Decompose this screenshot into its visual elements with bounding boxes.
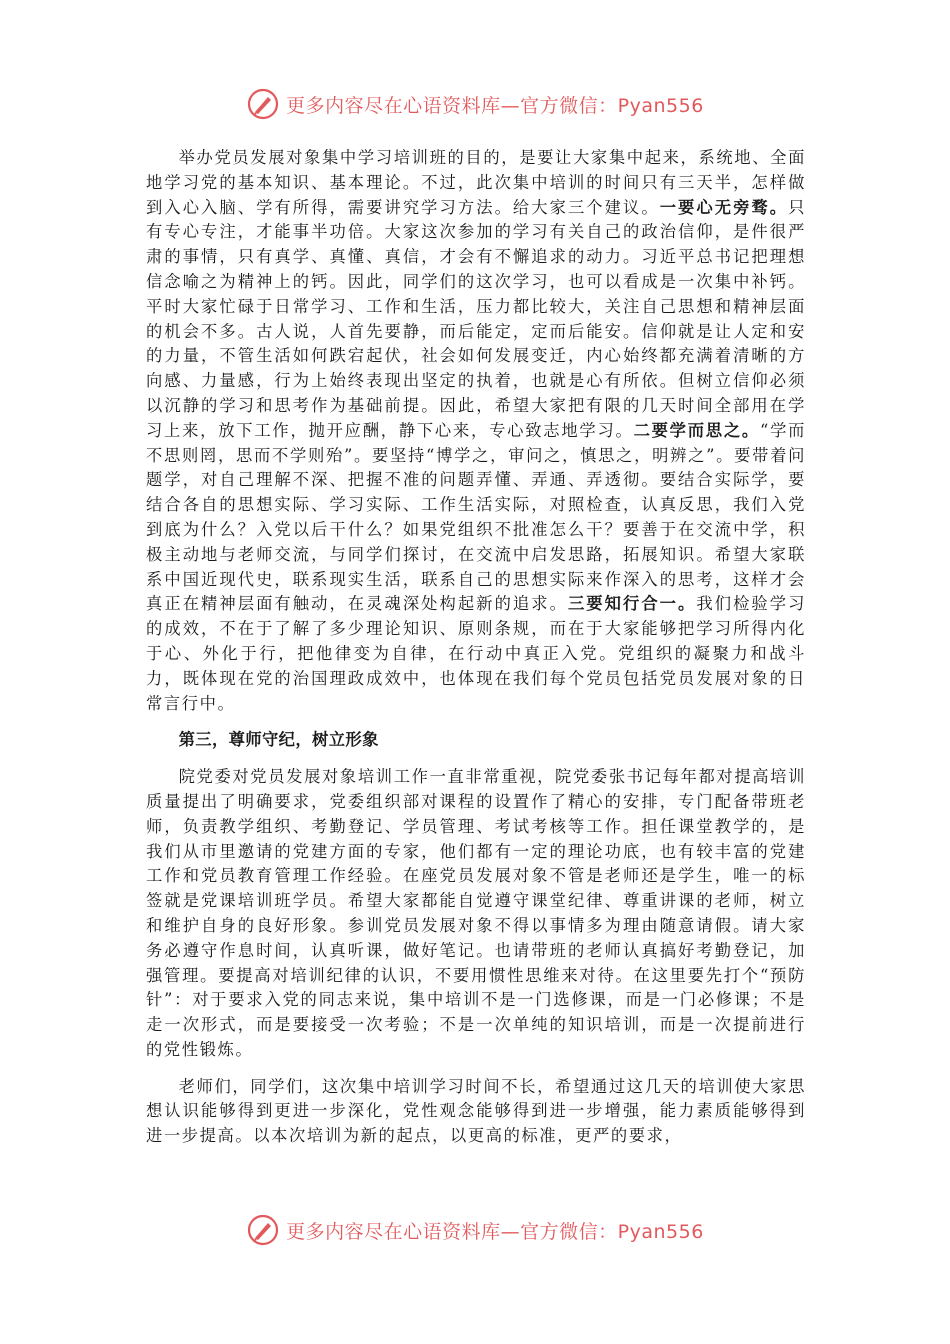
bold-point-two: 二要学而思之。 (633, 420, 760, 440)
watermark-text: 更多内容尽在心语资料库—官方微信：Pyan556 (286, 94, 704, 117)
document-body (146, 146, 806, 1149)
paragraph-study-methods (146, 146, 806, 716)
section-heading: 第三，尊师守纪，树立形象 (178, 730, 379, 750)
pen-seal-icon (246, 87, 280, 121)
footer-watermark (0, 1210, 950, 1250)
watermark-text: 更多内容尽在心语资料库—官方微信：Pyan556 (286, 1220, 704, 1243)
text-segment: 举办党员发展对象集中学习培训班的目的，是要让大家集中起来，系统地、全面地学习党的基本知识、基本理论。不过，此次集中培训的时间只有三天半，怎样做到入心入脑、学有所得，需要讲究学习方法。给大家三个建议。 (146, 148, 806, 217)
header-watermark (0, 84, 950, 124)
paragraph-discipline: 院党委对党员发展对象培训工作一直非常重视，院党委张书记每年都对提高培训质量提出了明确要求，党委组织部对课程的设置作了精心的安排，专门配备带班老师，负责教学组织、考勤登记、学员管理、考试考核等工作。担任课堂教学的，是我们从市里邀请的党建方面的专家，他们都有一定的理论功底，也有较丰富的党建工作和党员教育管理工作经验。在座党员发展对象不管是老师还是学生，唯一的标签就是党课培训班学员。希望大家都能自觉遵守课堂纪律、尊重讲课的老师，树立和维护自身的良好形象。参训党员发展对象不得以事情多为理由随意请假。请大家务必遵守作息时间，认真听课，做好笔记。也请带班的老师认真搞好考勤登记，加强管理。要提高对培训纪律的认识，不要用惯性思维来对待。在这里要先打个“预防针”：对于要求入党的同志来说，集中培训不是一门选修课，而是一门必修课；不是走一次形式，而是要接受一次考验；不是一次单纯的知识培训，而是一次提前进行的党性锻炼。 (146, 767, 806, 1059)
text-segment: “学而不思则罔，思而不学则殆”。要坚持“博学之，审问之，慎思之，明辨之”。要带着问题学，对自己理解不深、把握不准的问题弄懂、弄通、弄透彻。要结合实际学，要结合各自的思想实际、学习实际、工作生活实际，对照检查，认真反思，我们入党到底为什么？入党以后干什么？如果党组织不批准怎么干？要善于在交流中学，积极主动地与老师交流，与同学们探讨，在交流中启发思路，拓展知识。希望大家联系中国近现代史，联系现实生活，联系自己的思想实际来作深入的思考，这样才会真正在精神层面有触动，在灵魂深处构起新的追求。 (146, 420, 807, 614)
pen-seal-icon (246, 1213, 280, 1247)
bold-point-three: 三要知行合一。 (567, 594, 697, 614)
paragraph-closing: 老师们，同学们，这次集中培训学习时间不长，希望通过这几天的培训使大家思想认识能够得到更进一步深化，党性观念能够得到进一步增强，能力素质能够得到进一步提高。以本次培训为新的起点，以更高的标准，更严的要求， (146, 1076, 806, 1146)
text-segment: 只有专心专注，才能事半功倍。大家这次参加的学习有关自己的政治信仰，是件很严肃的事情，只有真学、真懂、真信，才会有不懈追求的动力。习近平总书记把理想信念喻之为精神上的钙。因此，同学们的这次学习，也可以看成是一次集中补钙。平时大家忙碌于日常学习、工作和生活，压力都比较大，关注自己思想和精神层面的机会不多。古人说，人首先要静，而后能定，定而后能安。信仰就是让人定和安的力量，不管生活如何跌宕起伏，社会如何发展变迁，内心始终都充满着清晰的方向感、力量感，行为上始终表现出坚定的执着，也就是心有所依。但树立信仰必须以沉静的学习和思考作为基础前提。因此，希望大家把有限的几天时间全部用在学习上来，放下工作，抛开应酬，静下心来，专心致志地学习。 (146, 197, 806, 440)
bold-point-one: 一要心无旁骛。 (659, 197, 789, 217)
text-segment: 我们检验学习的成效，不在于了解了多少理论知识、原则条规，而在于大家能够把学习所得内化于心、外化于行，把他律变为自律，在行动中真正入党。党组织的凝聚力和战斗力，既体现在党的治国理政成效中，也体现在我们每个党员包括党员发展对象的日常言行中。 (146, 594, 806, 713)
